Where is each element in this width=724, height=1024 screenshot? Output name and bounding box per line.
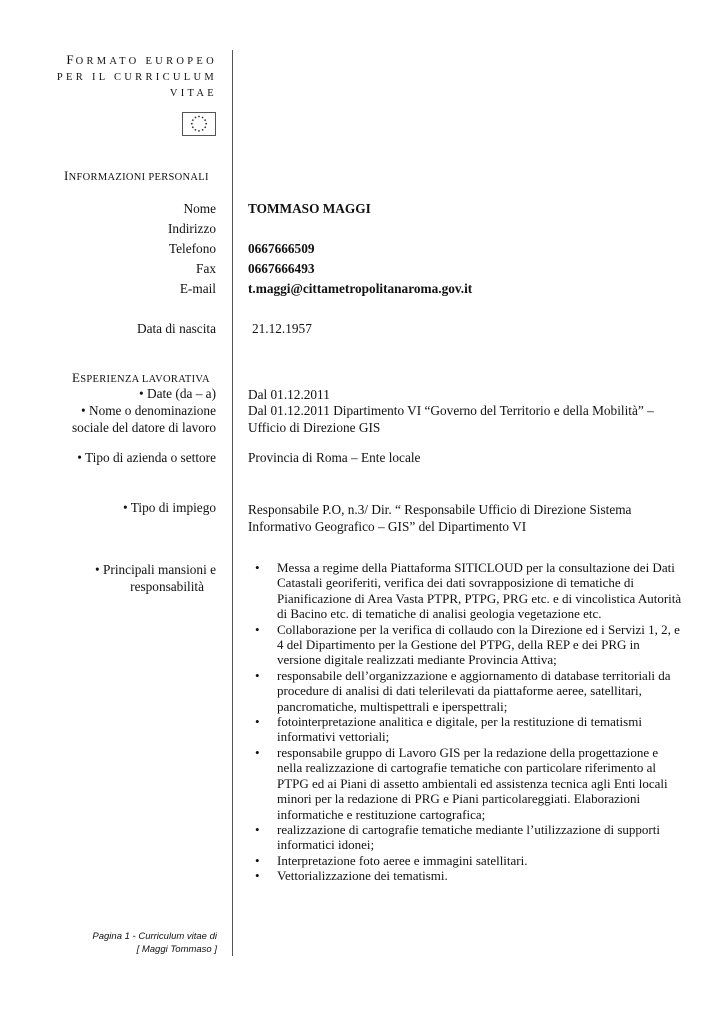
fax-label: Fax (196, 261, 216, 276)
employer-label-line-2: sociale del datore di lavoro (72, 420, 216, 435)
phone-label: Telefono (168, 241, 216, 256)
section-title-personal: INFORMAZIONI PERSONALI (64, 168, 209, 183)
duties-label-line-2: responsabilità (130, 579, 204, 594)
name-label: Nome (183, 201, 216, 216)
duties-list (246, 560, 686, 884)
birth-label: Data di nascita (136, 321, 216, 336)
list-item: • responsabile gruppo di Lavoro GIS per la redazione della progettazione e nella realizzazione di cartografie tematiche con particolare riferimento al PTPG ed ai Piani di assetto ambientali ed assistenza tecnica agli Enti locali minori per la redazione di PRG e Piani particolareggiati. Elaborazioni informatiche e restituzione cartografica; (246, 745, 686, 822)
list-item: • realizzazione di cartografie tematiche mediante l’utilizzazione di supporti informatici idonei; (246, 822, 686, 853)
job-value (248, 501, 631, 535)
eu-flag-icon (182, 112, 216, 136)
title-line-1: FORMATO EUROPEO (66, 52, 217, 67)
list-item: • responsabile dell’organizzazione e aggiornamento di database territoriali da procedure di analisi di dati telerilevati da piattaforme aeree, satellitari, pancromatiche, multispettrali e iperspettrali; (246, 668, 686, 714)
email-label: E-mail (179, 281, 216, 296)
column-divider (232, 50, 233, 956)
job-value-line-2: Informativo Geografico – GIS” del Dipartimento VI (248, 519, 527, 534)
document-title (57, 52, 217, 102)
sector-label: • Tipo di azienda o settore (77, 450, 216, 465)
employer-value-line-2: Ufficio di Direzione GIS (248, 420, 381, 435)
list-item: • fotointerpretazione analitica e digitale, per la restituzione di tematismi informativi vettoriali; (246, 714, 686, 745)
employer-label-line-1: • Nome o denominazione (80, 403, 216, 418)
phone-value: 0667666509 (248, 241, 315, 256)
employer-label (72, 402, 216, 436)
job-value-line-1: Responsabile P.O, n.3/ Dir. “ Responsabile Ufficio di Direzione Sistema (248, 502, 632, 517)
email-value: t.maggi@cittametropolitanaroma.gov.it (248, 281, 473, 296)
footer-line-1: Pagina 1 - Curriculum vitae di (92, 931, 217, 942)
list-item: • Vettorializzazione dei tematismi. (246, 868, 686, 883)
sector-value: Provincia di Roma – Ente locale (248, 450, 421, 465)
title-line-3: VITAE (169, 88, 217, 99)
employer-value-line-1: Dal 01.12.2011 Dipartimento VI “Governo del Territorio e della Mobilità” – (248, 403, 654, 418)
list-item: • Collaborazione per la verifica di collaudo con la Direzione ed i Servizi 1, 2, e 4 del Dipartimento per la Gestione del PTPG, della REP e dei PRG in versione digitale realizzati mediante Provincia Attiva; (246, 622, 686, 668)
duties-label (95, 561, 216, 595)
section-title-experience: ESPERIENZA LAVORATIVA (72, 370, 210, 385)
employer-value (248, 402, 654, 436)
list-item: • Interpretazione foto aeree e immagini satellitari. (246, 853, 686, 868)
fax-value: 0667666493 (248, 261, 315, 276)
duties-label-line-1: • Principali mansioni e (95, 562, 216, 577)
birth-value: 21.12.1957 (252, 321, 312, 336)
page-footer (92, 930, 217, 956)
list-item: • Messa a regime della Piattaforma SITICLOUD per la consultazione dei Dati Catastali georiferiti, verifica dei dati sovrapposizione di tematiche di Pianificazione di Area Vasta PTPR, PTPG, PRG etc. e di vincolistica Autorità di Bacino etc. di tematiche di analisi geologia vegetazione etc. (246, 560, 686, 622)
address-label: Indirizzo (168, 221, 216, 236)
name-value: TOMMASO MAGGI (248, 201, 371, 216)
footer-line-2: [ Maggi Tommaso ] (136, 944, 217, 955)
date-label: • Date (da – a) (138, 386, 216, 401)
job-label: • Tipo di impiego (123, 500, 216, 515)
date-value: Dal 01.12.2011 (248, 387, 330, 402)
title-line-2: PER IL CURRICULUM (56, 72, 217, 83)
